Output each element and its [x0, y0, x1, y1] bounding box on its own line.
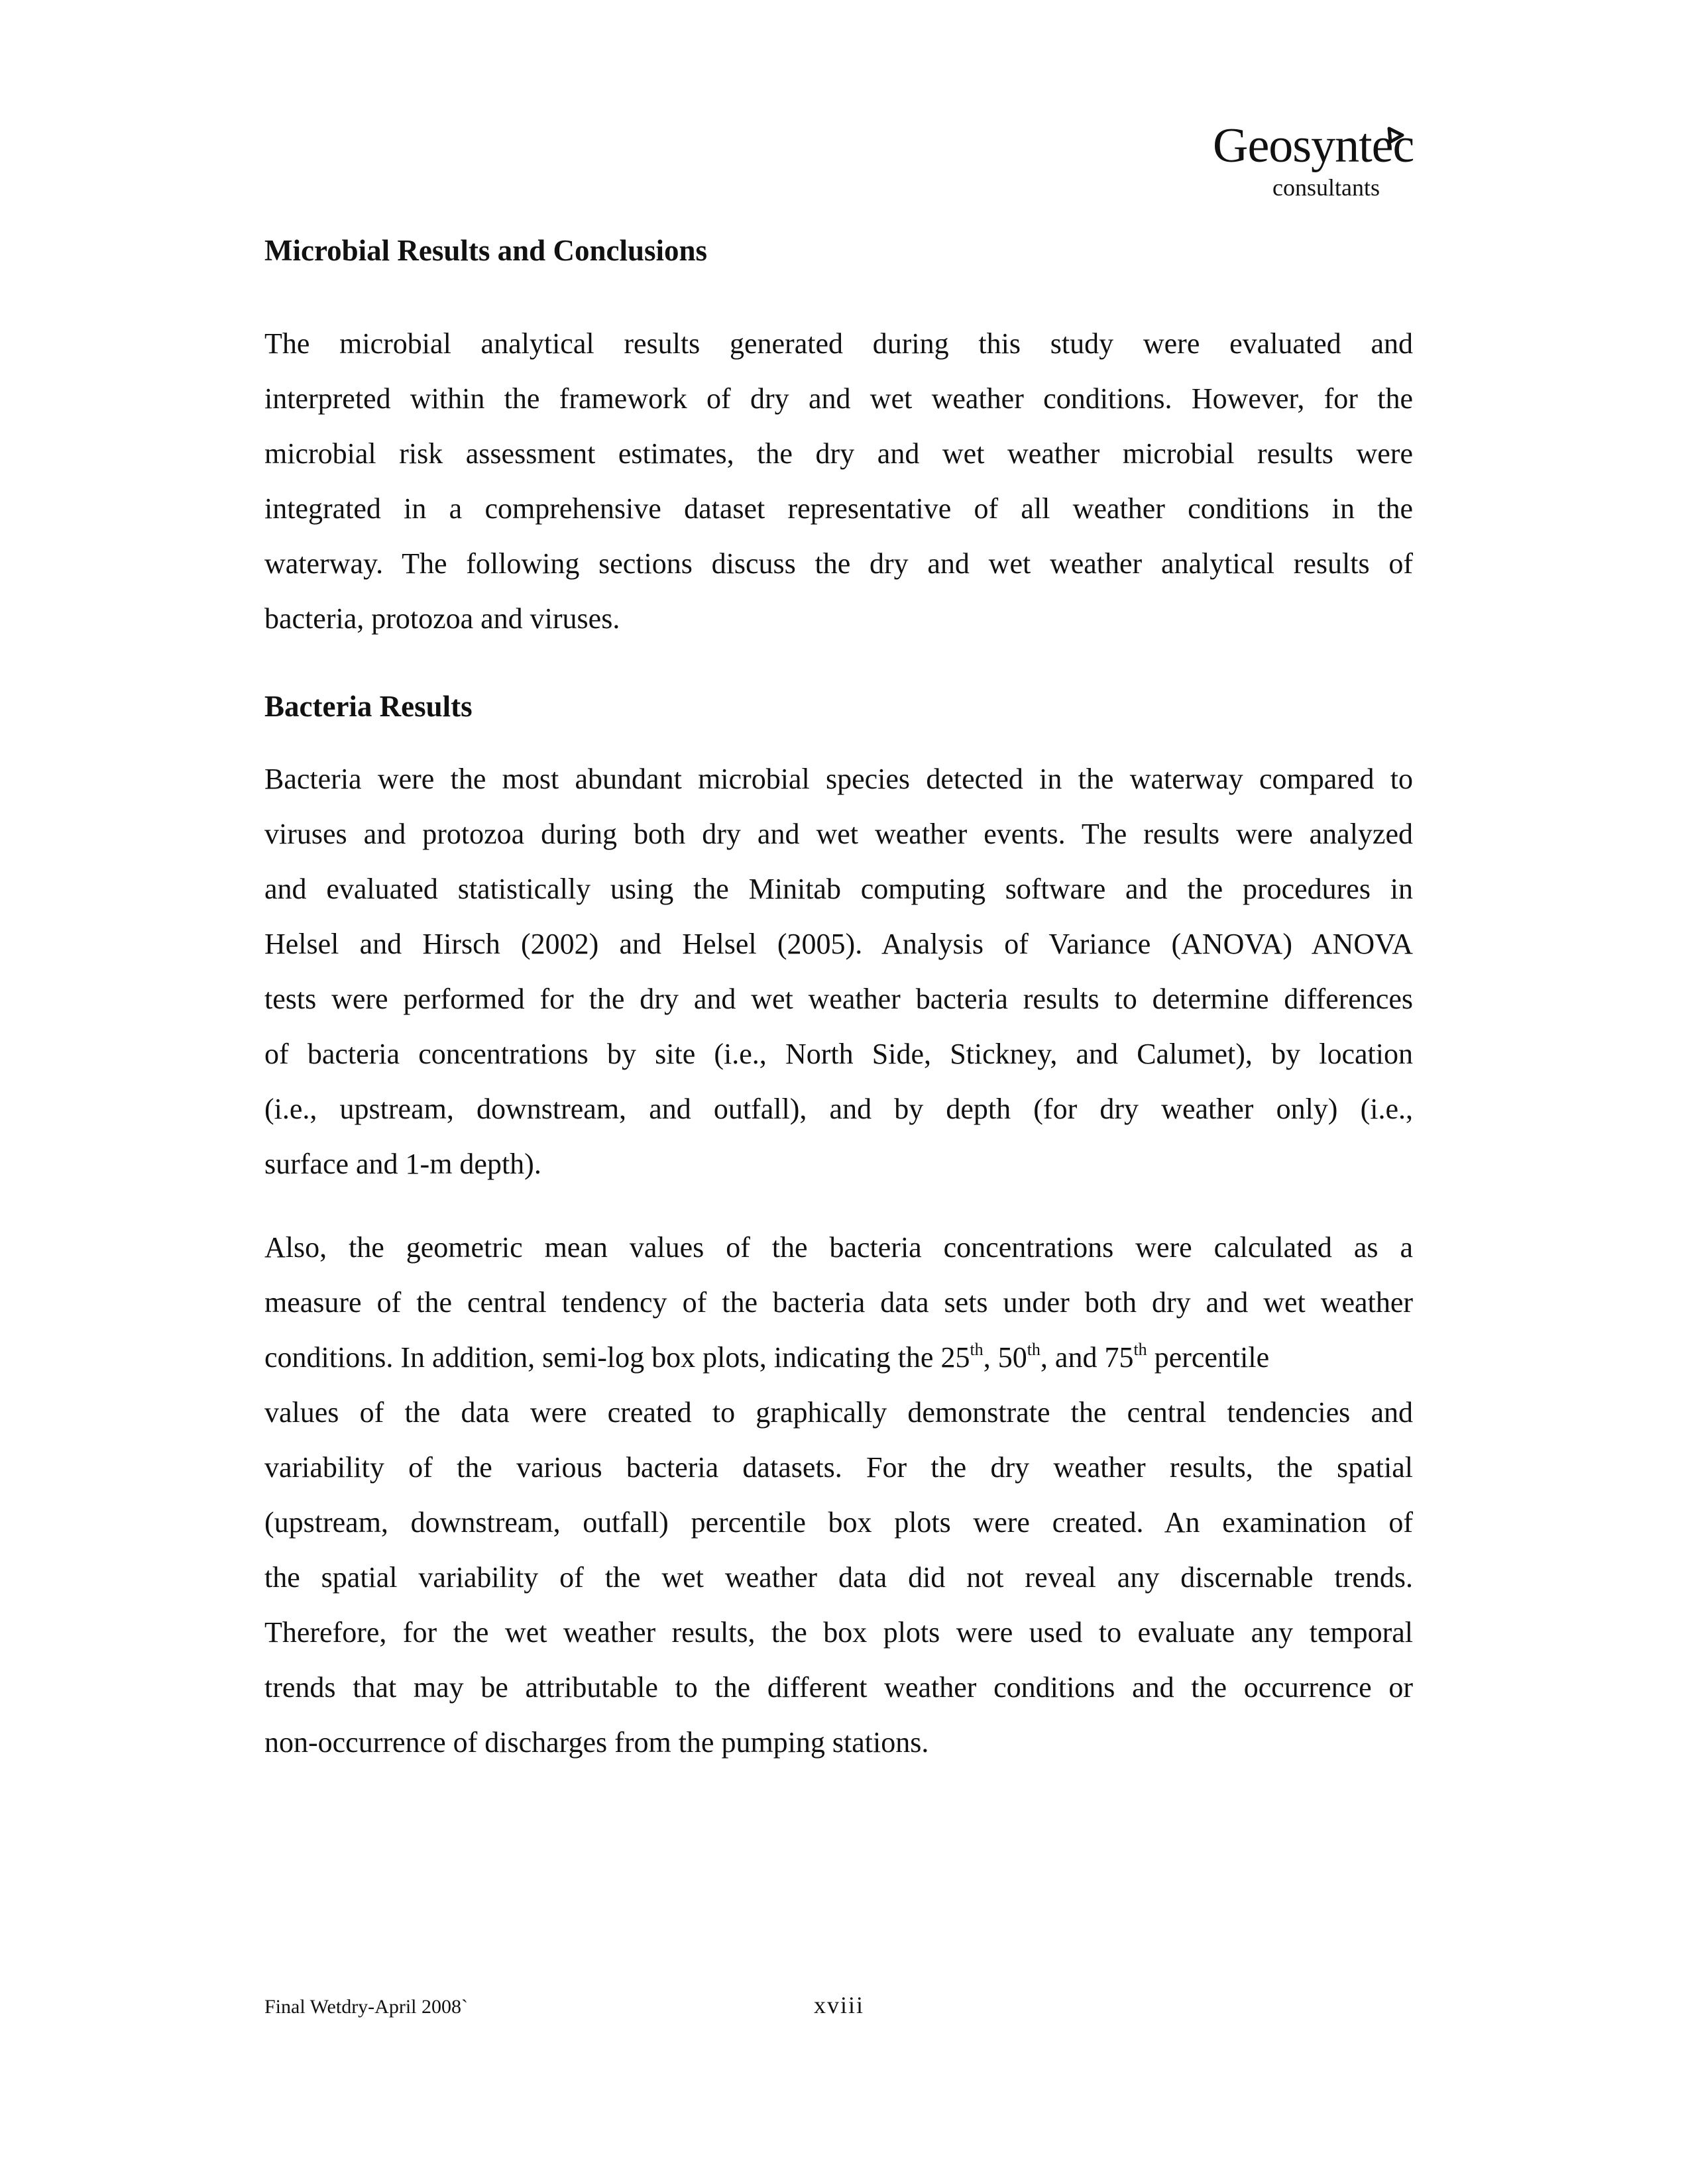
logo-name: Geosyntec	[1213, 119, 1414, 173]
paragraph-bacteria	[264, 751, 1413, 1191]
text-line: values of the data were created to graphically demonstrate the central tendencies and	[264, 1396, 1413, 1429]
text-line: surface and 1-m depth).	[264, 1148, 541, 1180]
paragraph-intro	[264, 316, 1413, 646]
text-line: integrated in a comprehensive dataset representative of all weather conditions in the	[264, 492, 1413, 525]
section-heading: Microbial Results and Conclusions	[264, 234, 708, 267]
text-line: tests were performed for the dry and wet weather bacteria results to determine differences	[264, 983, 1413, 1015]
section-heading: Bacteria Results	[264, 690, 473, 723]
text-line: of bacteria concentrations by site (i.e., North Side, Stickney, and Calumet), by location	[264, 1038, 1413, 1070]
text-line: Bacteria were the most abundant microbial species detected in the waterway compared to	[264, 763, 1413, 795]
text-line	[264, 1330, 1413, 1385]
text-segment: conditions. In addition, semi-log box plots, indicating the 25th, 50th, and 75th percentile	[264, 1340, 1270, 1374]
text-line: microbial risk assessment estimates, the dry and wet weather microbial results were	[264, 437, 1413, 470]
text-line: (upstream, downstream, outfall) percentile box plots were created. An examination of	[264, 1506, 1413, 1539]
text-line: trends that may be attributable to the different weather conditions and the occurrence or	[264, 1671, 1413, 1704]
text-line: (i.e., upstream, downstream, and outfall), and by depth (for dry weather only) (i.e.,	[264, 1093, 1413, 1125]
paragraph-geometric-mean	[264, 1220, 1413, 1770]
logo-subtitle: consultants	[1272, 174, 1380, 201]
text-line: interpreted within the framework of dry and wet weather conditions. However, for the	[264, 382, 1413, 415]
text-line: and evaluated statistically using the Minitab computing software and the procedures in	[264, 873, 1413, 905]
text-line: Therefore, for the wet weather results, the box plots were used to evaluate any temporal	[264, 1616, 1413, 1649]
page-number: xviii	[814, 1992, 865, 2018]
footer-document-label: Final Wetdry-April 2008`	[264, 1996, 468, 2018]
text-line: Helsel and Hirsch (2002) and Helsel (2005). Analysis of Variance (ANOVA) ANOVA	[264, 928, 1413, 960]
text-line: measure of the central tendency of the bacteria data sets under both dry and wet weather	[264, 1286, 1413, 1319]
logo-triangle-icon	[1385, 126, 1405, 146]
text-line: variability of the various bacteria datasets. For the dry weather results, the spatial	[264, 1451, 1413, 1484]
text-line: waterway. The following sections discuss the dry and wet weather analytical results of	[264, 547, 1413, 580]
text-line: bacteria, protozoa and viruses.	[264, 602, 620, 635]
text-line: The microbial analytical results generated during this study were evaluated and	[264, 327, 1413, 360]
text-line: Also, the geometric mean values of the bacteria concentrations were calculated as a	[264, 1231, 1413, 1264]
text-line: viruses and protozoa during both dry and wet weather events. The results were analyzed	[264, 818, 1413, 850]
text-line: non-occurrence of discharges from the pumping stations.	[264, 1726, 929, 1759]
text-line: the spatial variability of the wet weather data did not reveal any discernable trends.	[264, 1561, 1413, 1594]
